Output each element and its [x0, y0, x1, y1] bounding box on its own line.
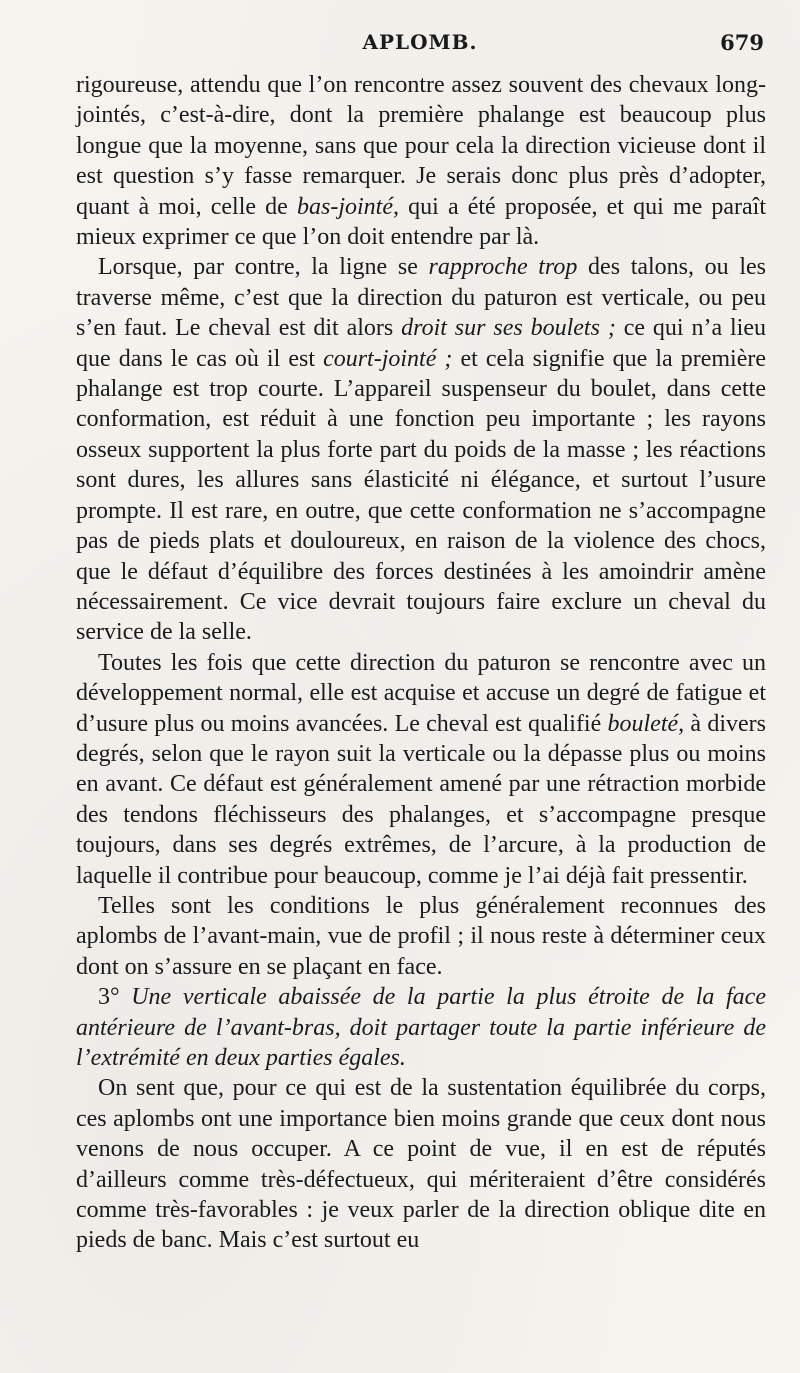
text-run: et cela signifie que la première phalange est trop courte. L’appareil suspenseur du boulet, dans cette conformation, est réduit à une fonction peu importante ; les rayons osseux supportent la plus forte part du poids de la masse ; les réactions sont dures, les allures sans élasticité ni élégance, et surtout l’usure prompte. Il est rare, en outre, que cette conformation ne s’accompagne pas de pieds plats et douloureux, en raison de la violence des chocs, que le défaut d’équilibre des forces destinées à les amoindrir amène nécessairement. Ce vice devrait toujours faire exclure un cheval du service de la selle. [76, 345, 767, 646]
italic-text: bouleté, [607, 710, 685, 737]
body-text [76, 70, 766, 1256]
text-run: Toutes les fois que cette direction du paturon se rencontre avec un développement normal, elle est acquise et accuse un degré de fatigue et d’usure plus ou moins avancées. Le cheval est qualifié [76, 649, 766, 737]
text-run: ce qui n’a lieu que dans le cas où il est [76, 315, 766, 372]
paragraph-p6 [76, 1073, 766, 1255]
italic-text: Une verticale abaissée de la partie la plus étroite de la face antérieure de l’avant-bras, doit partager toute la partie inférieure de l’extrémité en deux parties égales. [76, 984, 766, 1071]
text-run: à divers degrés, selon que le rayon suit la verticale ou la dépasse plus ou moins en avant. Ce défaut est généralement amené par une rétraction morbide des tendons fléchisseurs des phalanges, et s’accompagne presque toujours, dans ses degrés extrêmes, de l’arcure, à la production de laquelle il contribue pour beaucoup, comme je l’ai déjà fait pressentir. [76, 710, 766, 889]
page-number: 679 [720, 30, 764, 55]
paragraph-p5 [76, 982, 766, 1073]
italic-text: droit sur ses boulets ; [401, 315, 616, 342]
italic-text: rapproche trop [428, 254, 578, 281]
text-run: On sent que, pour ce qui est de la sustentation équilibrée du corps, ces aplombs ont une importance bien moins grande que ceux dont nous venons de nous occuper. A ce point de vue, il en est de réputés d’ailleurs comme très-défectueux, qui mériteraient d’être considérés comme très-favorables : je veux parler de la direction oblique dite en pieds de banc. Mais c’est surtout eu [76, 1075, 766, 1254]
running-head [76, 30, 764, 62]
paragraph-p3 [76, 648, 766, 891]
text-run: des talons, ou les traverse même, c’est que la direction du paturon est verticale, ou peu s’en faut. Le cheval est dit alors [76, 254, 767, 342]
italic-text: bas-jointé, [296, 193, 399, 220]
text-run: 3° [98, 984, 132, 1011]
text-run: rigoureuse, attendu que l’on rencontre assez souvent des chevaux long-jointés, c’est-à-dire, dont la première phalange est beaucoup plus longue que la moyenne, sans que pour cela la direction vicieuse dont il est question s’y fasse remarquer. Je serais donc plus près d’adopter, quant à moi, celle de [76, 72, 766, 220]
text-run: Telles sont les conditions le plus généralement reconnues des aplombs de l’avant-main, vue de profil ; il nous reste à déterminer ceux dont on s’assure en se plaçant en face. [76, 892, 766, 980]
paragraph-p2 [76, 252, 766, 647]
running-title: APLOMB. [362, 30, 478, 54]
italic-text: court-jointé ; [323, 345, 453, 372]
paragraph-p1 [76, 70, 766, 252]
text-run: qui a été proposée, et qui me paraît mieux exprimer ce que l’on doit entendre par là. [76, 193, 766, 251]
text-run: Lorsque, par contre, la ligne se [98, 254, 429, 281]
paragraph-p4 [76, 891, 766, 982]
